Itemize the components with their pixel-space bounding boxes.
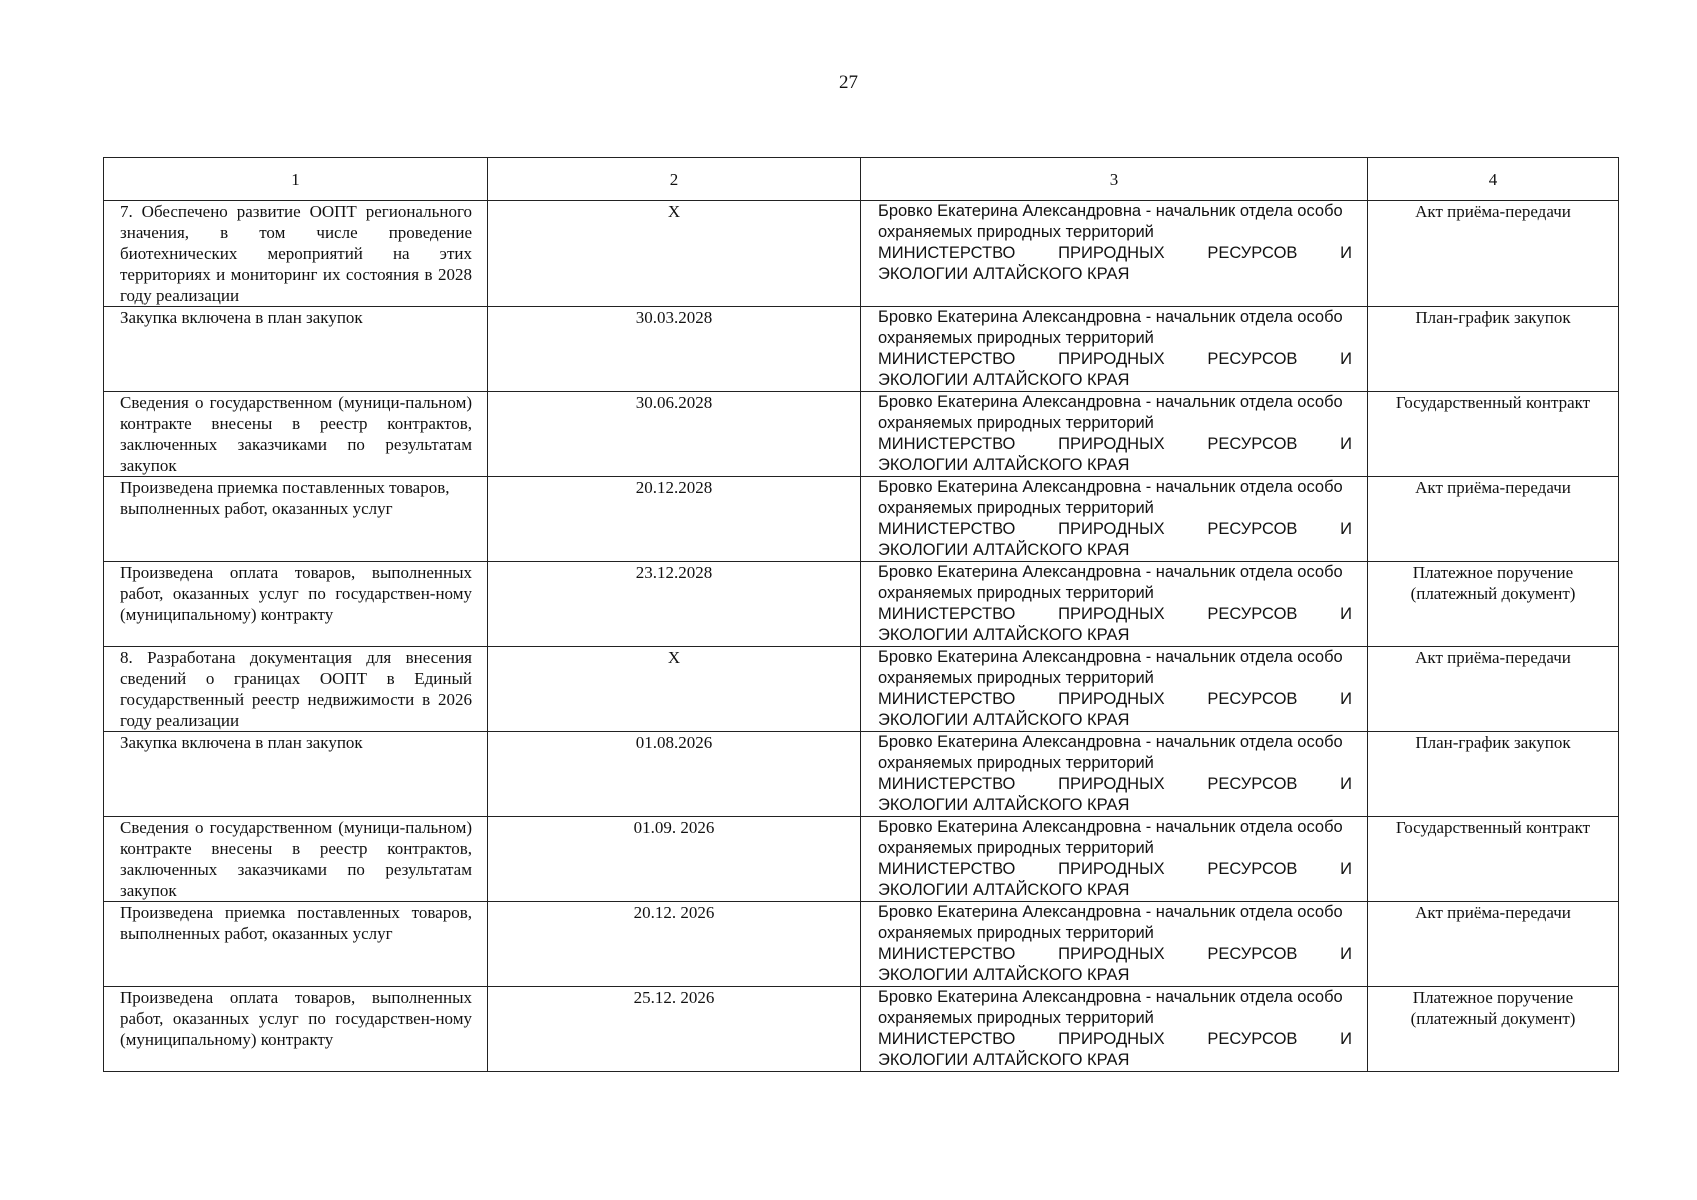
event-cell	[104, 562, 488, 647]
organization-line-2: ЭКОЛОГИИ АЛТАЙСКОГО КРАЯ	[878, 966, 1130, 984]
document-cell: Акт приёма-передачи	[1368, 647, 1619, 732]
table-row	[104, 392, 1619, 477]
date-cell: Х	[488, 647, 861, 732]
table-row	[104, 477, 1619, 562]
responsible-cell	[861, 201, 1368, 307]
document-cell: Акт приёма-передачи	[1368, 902, 1619, 987]
table-row	[104, 987, 1619, 1072]
organization-line-1: МИНИСТЕРСТВО ПРИРОДНЫХ РЕСУРСОВ И	[878, 605, 1352, 623]
table-row	[104, 647, 1619, 732]
responsible-person: Бровко Екатерина Александровна - начальник отдела особо охраняемых природных территорий	[878, 903, 1343, 942]
organization-line-1: МИНИСТЕРСТВО ПРИРОДНЫХ РЕСУРСОВ И	[878, 690, 1352, 708]
event-text: Произведена приемка поставленных товаров, выполненных работ, оказанных услуг	[120, 478, 450, 518]
date-cell: 20.12. 2026	[488, 902, 861, 987]
event-cell	[104, 307, 488, 392]
responsible-cell	[861, 307, 1368, 392]
event-cell	[104, 477, 488, 562]
responsible-person: Бровко Екатерина Александровна - начальник отдела особо охраняемых природных территорий	[878, 818, 1343, 857]
event-text: Сведения о государственном (муници-пальном) контракте внесены в реестр контрактов, заключенных заказчиками по результатам закупок	[120, 393, 472, 475]
organization-line-1: МИНИСТЕРСТВО ПРИРОДНЫХ РЕСУРСОВ И	[878, 520, 1352, 538]
organization-line-1: МИНИСТЕРСТВО ПРИРОДНЫХ РЕСУРСОВ И	[878, 350, 1352, 368]
date-cell: 30.03.2028	[488, 307, 861, 392]
responsible-cell	[861, 562, 1368, 647]
responsible-person: Бровко Екатерина Александровна - начальник отдела особо охраняемых природных территорий	[878, 393, 1343, 432]
table-row	[104, 902, 1619, 987]
organization-line-2: ЭКОЛОГИИ АЛТАЙСКОГО КРАЯ	[878, 541, 1130, 559]
responsible-cell	[861, 902, 1368, 987]
document-cell: Государственный контракт	[1368, 392, 1619, 477]
date-cell: 01.08.2026	[488, 732, 861, 817]
organization-line-1: МИНИСТЕРСТВО ПРИРОДНЫХ РЕСУРСОВ И	[878, 244, 1352, 262]
header-row	[104, 158, 1619, 201]
table-header	[104, 158, 1619, 201]
page-number: 27	[839, 72, 858, 93]
table-body	[104, 201, 1619, 1072]
responsible-person: Бровко Екатерина Александровна - начальник отдела особо охраняемых природных территорий	[878, 308, 1343, 347]
organization-line-1: МИНИСТЕРСТВО ПРИРОДНЫХ РЕСУРСОВ И	[878, 435, 1352, 453]
organization-line-2: ЭКОЛОГИИ АЛТАЙСКОГО КРАЯ	[878, 796, 1130, 814]
date-cell: 23.12.2028	[488, 562, 861, 647]
date-cell: 30.06.2028	[488, 392, 861, 477]
document-cell: Государственный контракт	[1368, 817, 1619, 902]
event-text: Произведена оплата товаров, выполненных работ, оказанных услуг по государствен-ному (муниципальному) контракту	[120, 563, 472, 624]
responsible-person: Бровко Екатерина Александровна - начальник отдела особо охраняемых природных территорий	[878, 988, 1343, 1027]
date-cell: 25.12. 2026	[488, 987, 861, 1072]
responsible-person: Бровко Екатерина Александровна - начальник отдела особо охраняемых природных территорий	[878, 478, 1343, 517]
responsible-person: Бровко Екатерина Александровна - начальник отдела особо охраняемых природных территорий	[878, 648, 1343, 687]
document-cell: План-график закупок	[1368, 307, 1619, 392]
event-cell	[104, 392, 488, 477]
document-cell: Акт приёма-передачи	[1368, 477, 1619, 562]
table-row	[104, 817, 1619, 902]
event-text: 8. Разработана документация для внесения сведений о границах ООПТ в Единый государственный реестр недвижимости в 2026 году реализации	[120, 648, 472, 730]
responsible-person: Бровко Екатерина Александровна - начальник отдела особо охраняемых природных территорий	[878, 733, 1343, 772]
responsible-cell	[861, 477, 1368, 562]
event-cell	[104, 647, 488, 732]
document-cell: Платежное поручение (платежный документ)	[1368, 987, 1619, 1072]
table-row	[104, 307, 1619, 392]
organization-line-2: ЭКОЛОГИИ АЛТАЙСКОГО КРАЯ	[878, 626, 1130, 644]
organization-line-1: МИНИСТЕРСТВО ПРИРОДНЫХ РЕСУРСОВ И	[878, 1030, 1352, 1048]
organization-line-2: ЭКОЛОГИИ АЛТАЙСКОГО КРАЯ	[878, 265, 1130, 283]
event-cell	[104, 201, 488, 307]
organization-line-1: МИНИСТЕРСТВО ПРИРОДНЫХ РЕСУРСОВ И	[878, 775, 1352, 793]
event-text: 7. Обеспечено развитие ООПТ регионального значения, в том числе проведение биотехнических мероприятий на этих территориях и мониторинг их состояния в 2028 году реализации	[120, 202, 472, 305]
event-text: Произведена приемка поставленных товаров, выполненных работ, оказанных услуг	[120, 903, 472, 943]
table-row	[104, 201, 1619, 307]
date-cell: 01.09. 2026	[488, 817, 861, 902]
event-text: Закупка включена в план закупок	[120, 733, 363, 752]
organization-line-2: ЭКОЛОГИИ АЛТАЙСКОГО КРАЯ	[878, 711, 1130, 729]
responsible-cell	[861, 732, 1368, 817]
event-cell	[104, 732, 488, 817]
column-header-4: 4	[1368, 158, 1619, 201]
responsible-cell	[861, 987, 1368, 1072]
event-text: Закупка включена в план закупок	[120, 308, 363, 327]
plan-table	[103, 157, 1619, 1072]
responsible-person: Бровко Екатерина Александровна - начальник отдела особо охраняемых природных территорий	[878, 202, 1343, 241]
date-cell: 20.12.2028	[488, 477, 861, 562]
document-cell: План-график закупок	[1368, 732, 1619, 817]
organization-line-2: ЭКОЛОГИИ АЛТАЙСКОГО КРАЯ	[878, 456, 1130, 474]
document-cell: Платежное поручение (платежный документ)	[1368, 562, 1619, 647]
event-cell	[104, 902, 488, 987]
event-text: Произведена оплата товаров, выполненных работ, оказанных услуг по государствен-ному (муниципальному) контракту	[120, 988, 472, 1049]
event-text: Сведения о государственном (муници-пальном) контракте внесены в реестр контрактов, заключенных заказчиками по результатам закупок	[120, 818, 472, 900]
column-header-3: 3	[861, 158, 1368, 201]
organization-line-2: ЭКОЛОГИИ АЛТАЙСКОГО КРАЯ	[878, 881, 1130, 899]
responsible-cell	[861, 392, 1368, 477]
column-header-2: 2	[488, 158, 861, 201]
date-cell: Х	[488, 201, 861, 307]
organization-line-2: ЭКОЛОГИИ АЛТАЙСКОГО КРАЯ	[878, 1051, 1130, 1069]
responsible-cell	[861, 647, 1368, 732]
table-row	[104, 732, 1619, 817]
table-row	[104, 562, 1619, 647]
responsible-cell	[861, 817, 1368, 902]
column-header-1: 1	[104, 158, 488, 201]
responsible-person: Бровко Екатерина Александровна - начальник отдела особо охраняемых природных территорий	[878, 563, 1343, 602]
document-cell: Акт приёма-передачи	[1368, 201, 1619, 307]
organization-line-2: ЭКОЛОГИИ АЛТАЙСКОГО КРАЯ	[878, 371, 1130, 389]
organization-line-1: МИНИСТЕРСТВО ПРИРОДНЫХ РЕСУРСОВ И	[878, 945, 1352, 963]
organization-line-1: МИНИСТЕРСТВО ПРИРОДНЫХ РЕСУРСОВ И	[878, 860, 1352, 878]
event-cell	[104, 987, 488, 1072]
event-cell	[104, 817, 488, 902]
